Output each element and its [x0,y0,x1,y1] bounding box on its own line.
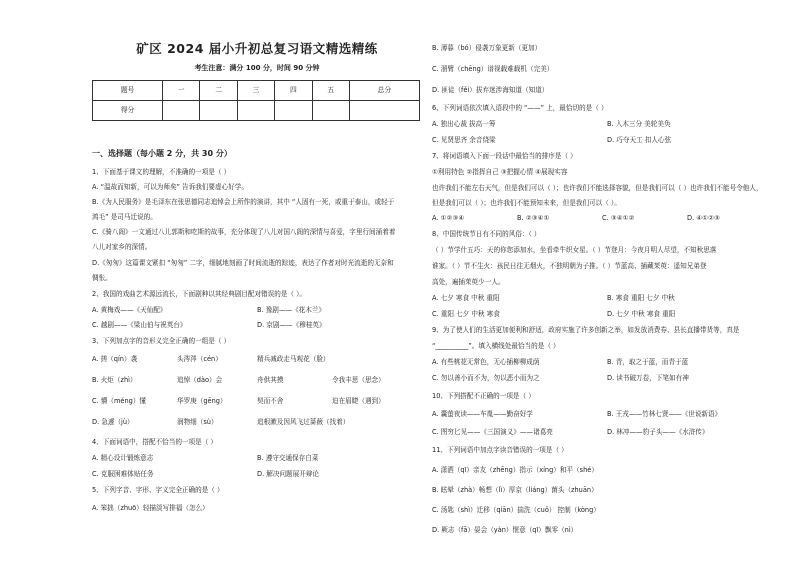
score-input-cell[interactable] [200,101,237,121]
question-4: 4、下面词语中，搭配不恰当的一项是（ ） [92,438,217,446]
score-table-score-row [93,101,420,121]
question-6: 6、下列词语依次填入语段中的 “——” 上，最恰切的是（ ） [432,104,608,112]
question-11: 11、下列词语中加点字读音错误的一项是（ ） [432,446,568,454]
score-table-header-row [93,81,420,101]
q11-option-d: D. 厥志（fā）晏会（yàn）惬意（qī）飘零（nì） [432,526,578,534]
q3-option-b: 舟供其摸 [257,376,284,384]
question-9-cont: “__________”。填入横线处最恰当的是（ ） [432,342,560,350]
q3-option-d: 润物细（sù） [177,418,218,426]
q1-option-d-cont: 惆怅。 [92,274,112,282]
score-input-cell[interactable] [349,101,419,121]
q7-passage-cont: 但是我们可以（ ）；也许我们不能预知未来，但是我们可以（ ）。 [432,199,621,207]
q5-option-b: B. 薄暮（bó）侵袭万象更新（更加） [432,44,542,52]
question-5: 5、下列字音、字形、字义完全正确的是（ ） [92,486,224,494]
page-title: 矿区 2024 届小升初总复习语文精选精练 [136,41,378,56]
q3-option-a: 头涔涔（cén） [177,355,222,363]
q1-option-b-cont: 鸿毛” 是司马迁说的。 [92,213,157,221]
q7-option: D. ④①②③ [687,214,720,222]
score-cell: 三 [237,81,274,101]
q6-option: D. 巧夺天工 扣人心弦 [607,136,672,144]
q8-option: B. 寒食 重阳 七夕 中秋 [607,294,675,302]
q1-option-c: C.《骑八阁》一文通过八儿郭斯和吃斯的故事，充分体现了八儿对国八阁的深情与喜爱，字里行间涌着着 [92,228,396,236]
score-cell: 二 [200,81,237,101]
q4-option: C. 克服困难体贴任务 [92,470,154,478]
q11-option-a: A. 潇洒（qī）亲友（zhēng）指示（xíng）和平（shé） [432,466,598,474]
q9-option: A. 有些桃花无常色，无心插柳柳成荫 [432,358,540,366]
q2-option: C. 越剧——《梁山伯与祝英台》 [92,321,187,329]
q1-option-a: A. “温故而知新，可以为师矣” 告诉我们要虚心好学。 [92,183,248,191]
q9-option: D. 读书破万卷，下笔如有神 [607,374,689,382]
q10-option: D. 林冲——豹子头——《水浒传》 [607,428,709,436]
q5-option-c: C. 溜臂（chēng）谱视载难载机（完美） [432,65,554,73]
q3-option-c: C. 懵（méng）懂 [92,397,147,405]
score-cell: 题号 [93,81,163,101]
q8-option: A. 七夕 寒食 中秋 重阳 [432,294,500,302]
exam-notice: 考生注意：满分 100 分，时间 90 分钟 [194,64,320,72]
q5-option-d: D. 匪徒（fěi）拔弃迷涉海知道（知道） [432,86,549,94]
q1-option-c-cont: 八儿对家乡的深情。 [92,243,152,251]
q6-option: C. 见贤思齐 余音绕梁 [432,136,496,144]
score-input-cell[interactable] [312,101,349,121]
q3-option-b: B. 火炬（zhì） [92,376,137,384]
q4-option: D. 解决问题展开辩论 [257,470,320,478]
q3-option-a: 精兵减政走马观花（脸） [257,355,330,363]
score-input-cell[interactable] [275,101,312,121]
q10-option: C. 图穷匕见——《三国演义》——诸葛亮 [432,428,553,436]
q5-option-a: A. 笨拙（zhuō）轻描淡写排福（怎么） [92,504,209,512]
question-3: 3、下列加点字的音形义完全正确的一组是（ ） [92,337,231,345]
score-cell: 得分 [93,101,163,121]
q3-option-a: A. 搓（qín）袭 [92,355,138,363]
score-input-cell[interactable] [237,101,274,121]
q11-option-b: B. 眩晕（zhà）畅想（lì）厚京（liáng）菌头（zhuān） [432,486,598,494]
q7-option: A. ①②③④ [432,214,465,222]
score-cell: 五 [312,81,349,101]
q7-option: C. ③④①② [602,214,635,222]
q4-option: B. 遵守交通保存白菜 [257,454,319,462]
q10-option: A. 囊萤夜读——车胤——勤奋好学 [432,410,533,418]
q1-option-d: D.《匆匆》这篇课文紧扣 “匆匆” 二字，细腻地刻画了时间流逝的踪迹，表达了作者对时光流逝的无奈和 [92,259,394,267]
q3-option-b: 令我丰思（思念） [332,376,385,384]
q3-option-d: D. 急遽（jù） [92,418,134,426]
q2-option: B. 豫剧——《花木兰》 [257,306,326,314]
score-cell: 四 [275,81,312,101]
score-table [92,80,420,121]
q11-option-c: C. 汤匙（shì）迁移（qiān）揣洗（cuǒ） 控制（kòng） [432,506,600,514]
q9-option: B. 青，取之于蓝，而青于蓝 [607,358,689,366]
question-2: 2、我国的戏曲艺术源远流长，下面剧种以其经典剧目配对错误的是（ ）。 [92,290,306,298]
q8-passage: （ ）节学什五巧：天的你您添加水，坐看牵牛织女星。（ ）节登月：今夜月明人尽望，不知秋思落 [432,246,717,254]
q6-option: B. 入木三分 美轮美奂 [607,120,671,128]
score-cell: 一 [163,81,200,101]
q3-option-c: 迫在眉睫（遇到） [332,397,385,405]
q4-option: A. 精心设计锻炼意志 [92,454,154,462]
score-input-cell[interactable] [163,101,200,121]
question-9: 9、为了使人们的生活更加便利和舒适，政府实施了许多创新之举，如发放消费券、县长直播带货等，真是 [432,326,740,334]
q3-option-c: 契而不舍 [257,397,284,405]
q8-passage-cont: 高处，遍插茱萸少一人。 [432,278,505,286]
question-1: 1、下面基于课文的理解，不准确的一项是（ ） [92,168,231,176]
q9-option: C. 勿以善小而不为，勿以恶小而为之 [432,374,540,382]
q8-passage-cont: 谁家。（ ）节不生火：孩民日往无烟火，不独明朝为子推。（ ）节蓝高、插藏茱萸：遥知兄弟登 [432,262,707,270]
q7-passage: 也许我们不能左右天气，但是我们可以（ ）；也许我们不能选择容貌，但是我们可以（ ）也许我们不能号令他人， [432,184,763,192]
q3-option-d: 追根漱及因风飞过蔷薇（找着） [257,418,350,426]
score-cell: 总分 [349,81,419,101]
q3-option-c: 华罗庚（gēng） [177,397,227,405]
q1-option-b: B.《为人民服务》是毛泽东在张思德同志追悼会上所作的演讲，其中 “人固有一死，或重于泰山，或轻于 [92,198,395,206]
section-heading: 一、选择题（每小题 2 分，共 30 分） [92,149,232,158]
q2-option: D. 京剧——《穆桂英》 [257,321,326,329]
question-10: 10、下列搭配不正确的一项是（ ） [432,392,535,400]
q2-option: A. 黄梅戏——《天仙配》 [92,306,167,314]
question-8: 8、中国传统节日有不同的风俗：（ ） [432,230,541,238]
q7-choices: ①利用特色 ②指挥自己 ③把握心情 ④展现实容 [432,168,568,176]
q7-option: B. ②③④① [517,214,550,222]
q10-option: B. 王戎——竹林七贤——《世说新语》 [607,410,722,418]
question-7: 7、将词语填入下面一段话中最恰当的排序是（ ） [432,152,577,160]
q3-option-b: 追悼（dào）会 [177,376,223,384]
q8-option: D. 七夕 中秋 寒食 重阳 [607,310,676,318]
q6-option: A. 独出心裁 拔高一筹 [432,120,496,128]
q8-option: C. 重阳 七夕 中秋 寒食 [432,310,500,318]
